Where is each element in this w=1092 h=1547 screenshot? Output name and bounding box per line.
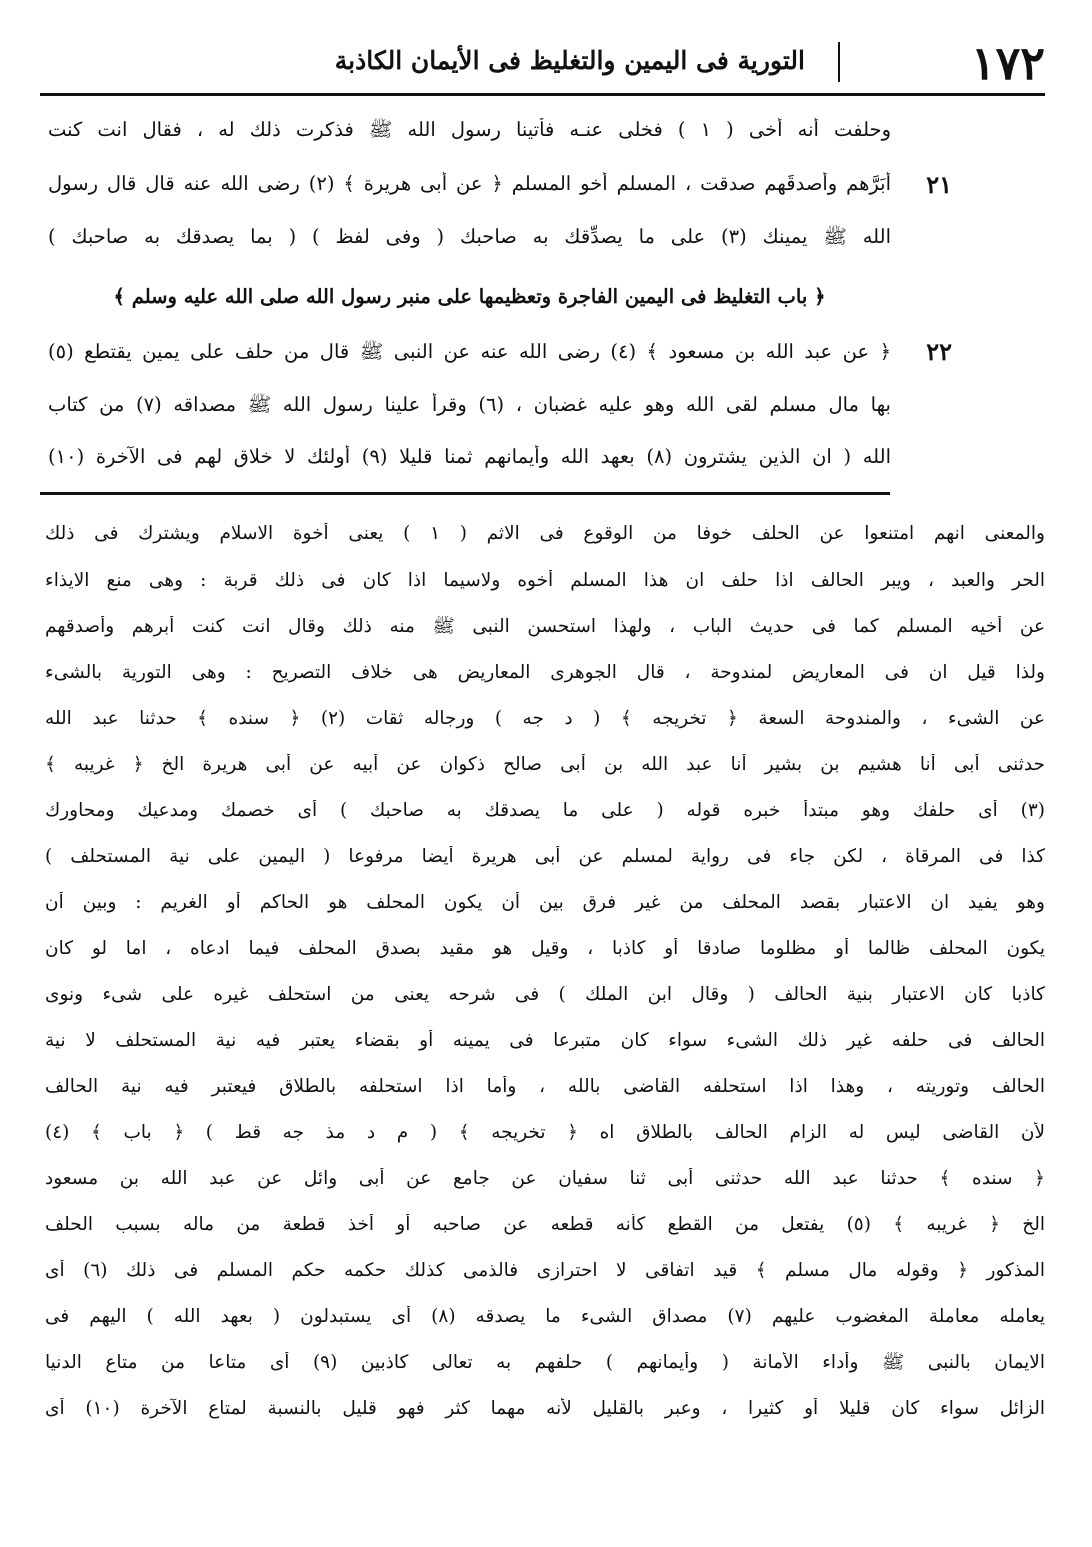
running-title: التورية فى اليمين والتغليظ فى الأيمان الكاذبة [334, 46, 805, 75]
main-line: وحلفت أنه أخى ( ١ ) فخلى عنـه فأتينا رسول الله ﷺ فذكرت ذلك له ، فقال انت كنت [48, 118, 891, 141]
footnote-line: كاذبا كان الاعتبار بنية الحالف ( وقال ابن الملك ) فى شرحه يعنى من استحلف غيره على شىء ونوى [45, 984, 1045, 1005]
footnote-line: والمعنى انهم امتنعوا عن الحلف خوفا من الوقوع فى الاثم ( ١ ) يعنى أخوة الاسلام ويشترك فى ذلك [45, 523, 1045, 544]
main-line: الله ( ان الذين يشترون (٨) بعهد الله وأيمانهم ثمنا قليلا (٩) أولئك لا خلاق لهم فى الآخرة (١٠) [48, 445, 891, 468]
footnote-line: الحر والعبد ، ويبر الحالف اذا حلف ان هذا المسلم أخوه ولاسيما اذا كان فى ذلك قربة : وهى منع الايذاء [45, 570, 1045, 591]
main-line: ﴿ عن عبد الله بن مسعود ﴾ (٤) رضى الله عنه عن النبى ﷺ قال من حلف على يمين يقتطع (٥) [48, 340, 891, 363]
footnote-line: يعامله معاملة المغضوب عليهم (٧) مصداق الشىء ما يصدقه (٨) أى يستبدلون ( بعهد الله ) اليهم فى [45, 1306, 1045, 1327]
footnote-line: لأن القاضى ليس له الزام الحالف بالطلاق اه ﴿ تخريجه ﴾ ( م د مذ جه قط ) ﴿ باب ﴾ (٤) [45, 1122, 1045, 1143]
footnote-line: المذكور ﴿ وقوله مال مسلم ﴾ قيد اتفاقى لا احترازى فالذمى كذلك حكمه حكم المسلم فى ذلك (٦) أى [45, 1260, 1045, 1281]
main-line: أبَرَّهم وأصدقَهم صدقت ، المسلم أخو المسلم ﴿ عن أبى هريرة ﴾ (٢) رضى الله عنه قال قال رسول [48, 172, 891, 195]
page-number: ١٧٢ [970, 36, 1045, 90]
main-line: بها مال مسلم لقى الله وهو عليه غضبان ، (٦) وقرأ علينا رسول الله ﷺ مصداقه (٧) من كتاب [48, 393, 891, 416]
footnote-line: الحالف وتوريته ، وهذا اذا استحلفه القاضى بالله ، وأما اذا استحلفه بالطلاق فيعتبر فيه نية الحالف [45, 1076, 1045, 1097]
main-line: الله ﷺ يمينك (٣) على ما يصدِّقك به صاحبك ( وفى لفظ ) ( بما يصدقك به صاحبك ) [48, 225, 891, 248]
footnote-line: وهو يفيد ان الاعتبار بقصد المحلف من غير فرق بين أن يكون المحلف هو الحاكم أو الغريم : وبين أن [45, 892, 1045, 913]
footnote-line: حدثنى أبى أنا هشيم بن بشير أنا عبد الله بن أبى صالح ذكوان عن أبيه عن أبى هريرة الخ ﴿ غريبه ﴾ [45, 754, 1045, 775]
footnote-line: عن أخيه المسلم كما فى حديث الباب ، ولهذا استحسن النبى ﷺ منه ذلك وقال انت كنت أبرهم وأصدقهم [45, 616, 1045, 637]
footnote-line: كذا فى المرقاة ، لكن جاء فى رواية لمسلم عن أبى هريرة أيضا مرفوعا ( اليمين على نية المستحلف ) [45, 846, 1045, 867]
header-rule [40, 93, 1045, 96]
footnote-line: ﴿ سنده ﴾ حدثنا عبد الله حدثنى أبى ثنا سفيان عن جامع عن أبى وائل عن عبد الله بن مسعود [45, 1168, 1045, 1189]
footnote-line: يكون المحلف ظالما أو مظلوما صادقا أو كاذبا ، وقيل هو مقيد بصدق المحلف فيما ادعاه ، اما لو كان [45, 938, 1045, 959]
header-divider [838, 42, 840, 82]
footnote-rule [40, 492, 890, 495]
footnote-line: الايمان بالنبى ﷺ وأداء الأمانة ( وأيمانهم ) حلفهم به تعالى كاذبين (٩) أى متاعا من متاع الدنيا [45, 1352, 1045, 1373]
hadith-number: ٢١ [926, 170, 952, 199]
footnote-line: الحالف فى حلفه غير ذلك الشىء سواء كان متبرعا فى يمينه أو بقضاء يعتبر فيه نية المستحلف لا نية [45, 1030, 1045, 1051]
footnote-line: الزائل سواء كان قليلا أو كثيرا ، وعبر بالقليل لأنه مهما كثر فهو قليل بالنسبة لمتاع الآخرة (١٠) أى [45, 1398, 1045, 1419]
footnote-line: (٣) أى حلفك وهو مبتدأ خبره قوله ( على ما يصدقك به صاحبك ) أى خصمك ومدعيك ومحاورك [45, 800, 1045, 821]
hadith-number: ٢٢ [926, 337, 952, 366]
footnote-line: ولذا قيل ان فى المعاريض لمندوحة ، قال الجوهرى المعاريض هى خلاف التصريح : وهى التورية بالشىء [45, 662, 1045, 683]
chapter-heading: ﴿ باب التغليظ فى اليمين الفاجرة وتعظيمها على منبر رسول الله صلى الله عليه وسلم ﴾ [113, 285, 826, 308]
footnote-line: عن الشىء ، والمندوحة السعة ﴿ تخريجه ﴾ ( د جه ) ورجاله ثقات (٢) ﴿ سنده ﴾ حدثنا عبد الله [45, 708, 1045, 729]
footnote-line: الخ ﴿ غريبه ﴾ (٥) يفتعل من القطع كأنه قطعه عن صاحبه أو أخذ قطعة من ماله بسبب الحلف [45, 1214, 1045, 1235]
page-header [40, 36, 1045, 90]
